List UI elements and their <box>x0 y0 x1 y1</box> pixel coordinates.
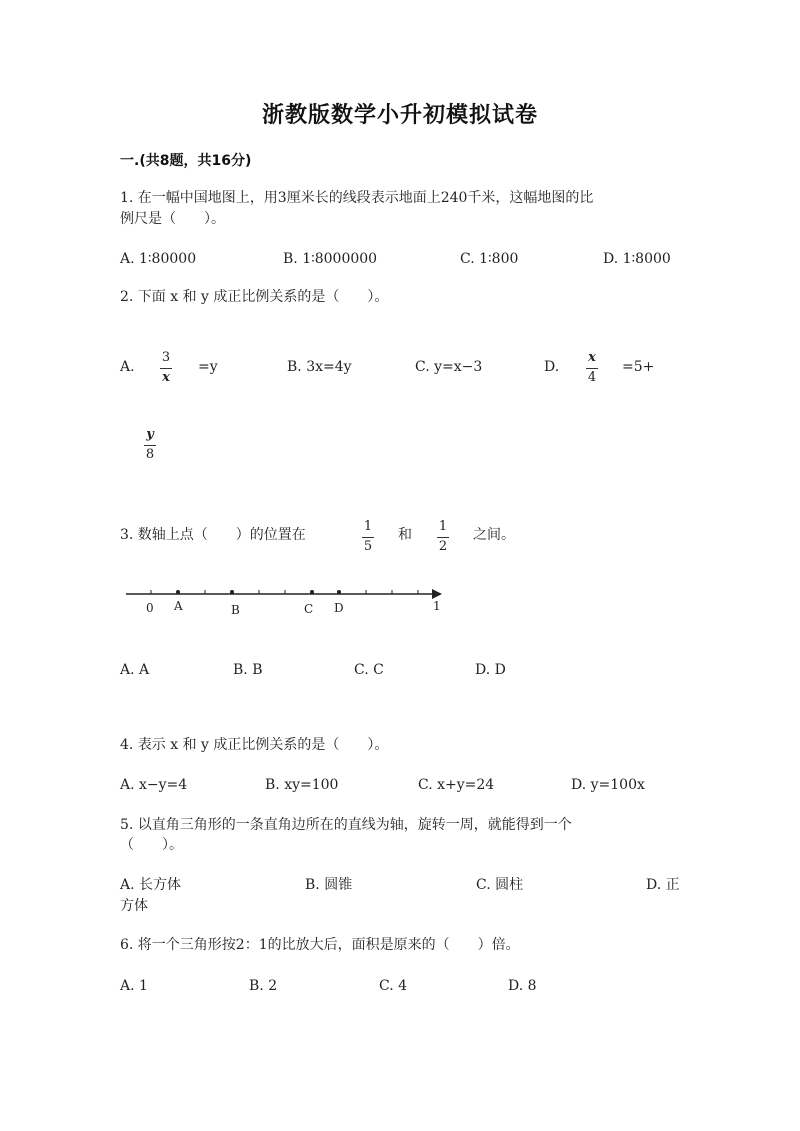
fraction-denominator: 8 <box>145 447 155 462</box>
q6-option-b[interactable]: B. 2 <box>249 978 278 994</box>
axis-label-b: B <box>231 603 240 617</box>
q2-option-d-fraction <box>586 351 598 385</box>
q1-option-d[interactable]: D. 1∶8000 <box>603 251 671 267</box>
q1-stem-line1: 1. 在一幅中国地图上，用3厘米长的线段表示地面上240千米，这幅地图的比 <box>120 190 594 206</box>
section-heading: 一.(共8题，共16分) <box>120 153 252 169</box>
q3-fraction-one-half <box>437 520 449 554</box>
axis-label-1: 1 <box>433 599 441 613</box>
q2-option-a-label[interactable]: A. <box>120 359 135 375</box>
q2-option-d-tail: =5+ <box>622 359 655 375</box>
q6-stem: 6. 将一个三角形按2：1的比放大后，面积是原来的（ ）倍。 <box>120 937 520 953</box>
fraction-bar <box>437 537 449 538</box>
fraction-numerator: 1 <box>438 519 448 534</box>
q3-fraction-one-fifth <box>362 520 374 554</box>
fraction-denominator: 2 <box>438 539 448 554</box>
q3-and: 和 <box>398 527 412 543</box>
q2-option-a-fraction <box>160 351 172 385</box>
q3-option-d[interactable]: D. D <box>475 662 506 678</box>
fraction-numerator: 3 <box>161 350 171 365</box>
q5-stem-line2: （ ）。 <box>120 837 183 853</box>
number-line-arrow <box>432 589 442 599</box>
fraction-bar <box>160 368 172 369</box>
q6-option-c[interactable]: C. 4 <box>379 978 408 994</box>
q1-option-a[interactable]: A. 1∶80000 <box>120 251 197 267</box>
point-a-marker <box>176 590 180 594</box>
point-b-marker <box>230 590 234 594</box>
fraction-denominator: 4 <box>587 370 597 385</box>
fraction-numerator: x <box>588 350 596 365</box>
q5-option-d-wrap: 方体 <box>120 898 148 914</box>
q3-option-b[interactable]: B. B <box>233 662 263 678</box>
q3-option-c[interactable]: C. C <box>354 662 384 678</box>
q4-option-b[interactable]: B. xy=100 <box>265 777 339 793</box>
q6-option-d[interactable]: D. 8 <box>508 978 537 994</box>
q1-option-b[interactable]: B. 1∶8000000 <box>283 251 378 267</box>
q1-stem-line2: 例尺是（ ）。 <box>120 211 225 227</box>
q1-option-c[interactable]: C. 1∶800 <box>460 251 519 267</box>
q2-option-d-label[interactable]: D. <box>544 359 560 375</box>
q5-option-a[interactable]: A. 长方体 <box>120 877 182 893</box>
point-d-marker <box>337 590 341 594</box>
fraction-numerator: y <box>146 427 154 442</box>
q2-option-b[interactable]: B. 3x=4y <box>287 359 352 375</box>
point-c-marker <box>310 590 314 594</box>
axis-label-0: 0 <box>146 601 154 615</box>
axis-label-c: C <box>304 602 314 616</box>
number-line-diagram <box>120 580 460 622</box>
page-title: 浙教版数学小升初模拟试卷 <box>261 103 538 128</box>
q2-option-a-tail: =y <box>198 359 218 375</box>
q3-stem-end: 之间。 <box>473 527 515 543</box>
fraction-denominator: x <box>162 370 170 385</box>
q2-option-c[interactable]: C. y=x−3 <box>415 359 483 375</box>
axis-label-a: A <box>174 599 183 613</box>
axis-label-d: D <box>334 601 344 615</box>
fraction-denominator: 5 <box>363 539 373 554</box>
q5-option-d[interactable]: D. 正 <box>646 877 680 893</box>
q3-option-a[interactable]: A. A <box>120 662 150 678</box>
q5-option-b[interactable]: B. 圆锥 <box>305 877 353 893</box>
q5-stem-line1: 5. 以直角三角形的一条直角边所在的直线为轴，旋转一周，就能得到一个 <box>120 817 572 833</box>
q4-option-a[interactable]: A. x−y=4 <box>120 777 188 793</box>
q2-stem: 2. 下面 x 和 y 成正比例关系的是（ ）。 <box>120 289 389 305</box>
fraction-bar <box>586 368 598 369</box>
q3-stem-start: 3. 数轴上点（ ）的位置在 <box>120 527 306 543</box>
q4-stem: 4. 表示 x 和 y 成正比例关系的是（ ）。 <box>120 737 389 753</box>
q2-option-d-fraction-2 <box>144 428 156 462</box>
q6-option-a[interactable]: A. 1 <box>120 978 148 994</box>
q5-option-c[interactable]: C. 圆柱 <box>476 877 524 893</box>
fraction-bar <box>362 537 374 538</box>
fraction-bar <box>144 445 156 446</box>
q4-option-d[interactable]: D. y=100x <box>571 777 645 793</box>
fraction-numerator: 1 <box>363 519 373 534</box>
q4-option-c[interactable]: C. x+y=24 <box>418 777 495 793</box>
